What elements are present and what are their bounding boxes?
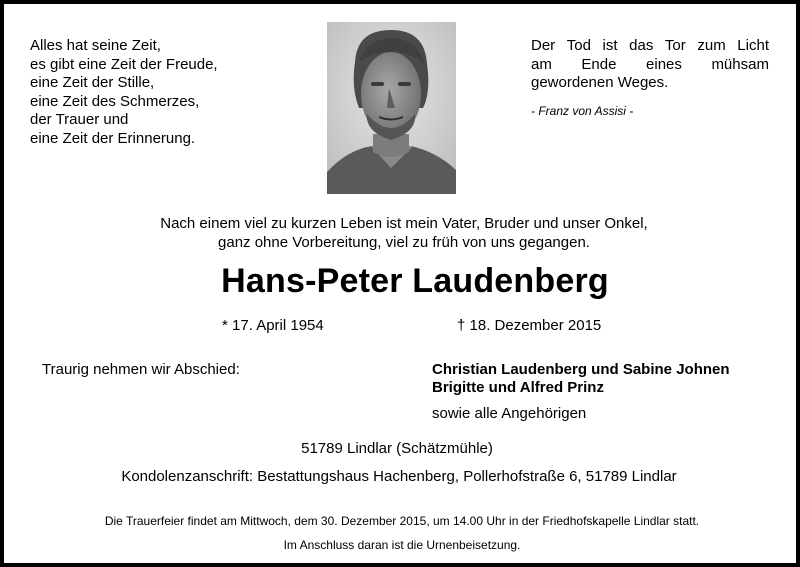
quote-line [531, 56, 769, 75]
quote-right [531, 37, 769, 120]
service-info [4, 509, 800, 557]
quote-word: ist [602, 37, 618, 54]
quote-word: das [629, 37, 654, 54]
poem-line: es gibt eine Zeit der Freude, [30, 55, 218, 73]
quote-word: Ende [581, 55, 617, 73]
service-line: Im Anschluss daran ist die Urnenbeisetzung. [283, 538, 521, 552]
condolence-address: Kondolenzanschrift: Bestattungshaus Hachenberg, Pollerhofstraße 6, 51789 Lindlar [121, 468, 677, 485]
service-line: Die Trauerfeier findet am Mittwoch, dem 30. Dezember 2015, um 14.00 Uhr in der Friedhofskapelle Lindlar statt. [104, 514, 700, 528]
town-address: 51789 Lindlar (Schätzmühle) [301, 440, 493, 457]
quote-attribution: - Franz von Assisi - [531, 103, 634, 118]
quote-word: Tor [664, 37, 686, 54]
quote-word: am [531, 55, 552, 73]
poem-line: Alles hat seine Zeit, [30, 37, 161, 54]
poem-line: eine Zeit der Stille, [30, 74, 155, 91]
relatives-text: sowie alle Angehörigen [432, 405, 587, 422]
poem-line: eine Zeit der Erinnerung. [30, 129, 196, 147]
poem-line: der Trauer und [30, 111, 129, 128]
quote-word: Licht [737, 37, 769, 54]
farewell-text: Traurig nehmen wir Abschied: [42, 361, 240, 378]
poem-line: eine Zeit des Schmerzes, [30, 92, 200, 110]
deceased-name: Hans-Peter Laudenberg [221, 262, 609, 300]
mourner-line: Christian Laudenberg und Sabine Johnen [432, 361, 730, 378]
mourners-list [432, 361, 730, 397]
death-date: † 18. Dezember 2015 [457, 317, 602, 334]
intro-text [4, 214, 800, 252]
poem-left [30, 37, 218, 148]
quote-line [531, 37, 769, 56]
portrait-photo [327, 22, 456, 194]
mourner-line: Brigitte und Alfred Prinz [432, 379, 604, 396]
quote-word: Tod [566, 37, 591, 54]
quote-word: mühsam [711, 55, 769, 73]
quote-word: eines [646, 55, 682, 73]
quote-word: Der [531, 37, 556, 54]
quote-line: gewordenen Weges. [531, 74, 669, 91]
quote-word: zum [697, 37, 726, 54]
intro-line: Nach einem viel zu kurzen Leben ist mein Vater, Bruder und unser Onkel, [160, 215, 648, 232]
intro-line: ganz ohne Vorbereitung, viel zu früh von uns gegangen. [218, 234, 590, 251]
birth-date: * 17. April 1954 [222, 317, 324, 334]
